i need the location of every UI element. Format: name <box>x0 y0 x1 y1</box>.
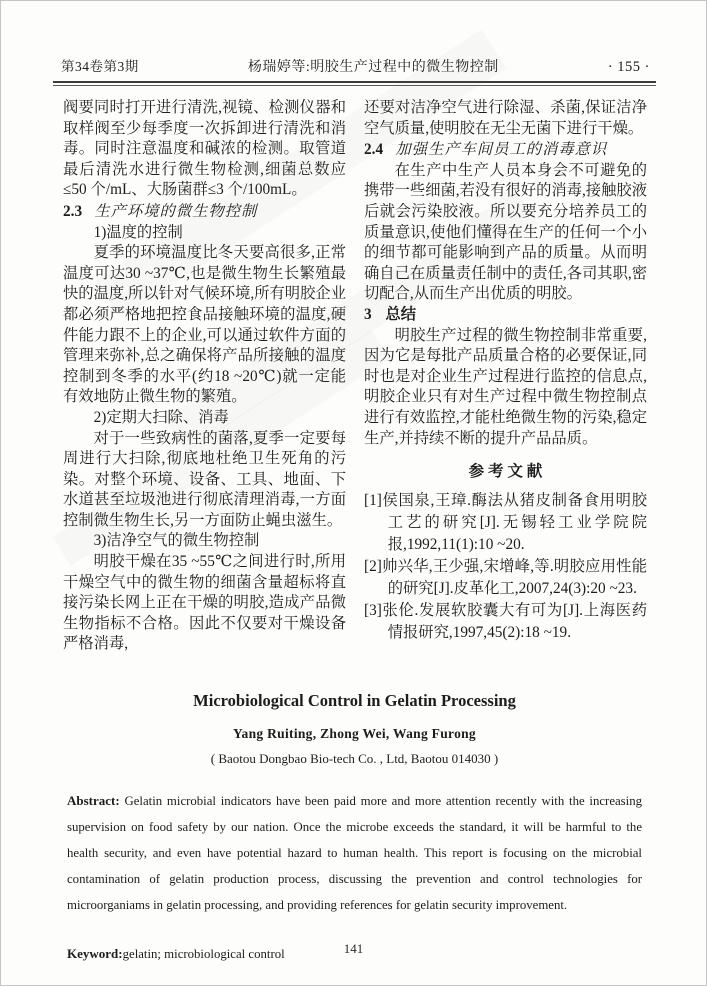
left-column <box>63 98 346 664</box>
page-footer <box>1 941 706 957</box>
body-columns <box>63 98 648 664</box>
english-title: Microbiological Control in Gelatin Processing <box>193 691 516 710</box>
footer-page-number: 141 <box>343 941 364 956</box>
paragraph: 对于一些致病性的菌落,夏季一定要每周进行大扫除,彻底地杜绝卫生死角的污染。对整个环境、设备、工具、地面、下水道甚至垃圾池进行彻底清理消毒,一方面控制微生物生长,另一方面防止蝇虫滋生。 <box>63 429 346 529</box>
reference-item: [2]帅兴华,王少强,宋增峰,等.明胶应用性能的研究[J].皮革化工,2007,24(3):20 ~23. <box>364 557 647 597</box>
paragraph-continued: 阀要同时打开进行清洗,视镜、检测仪器和取样阀至少每季度一次拆卸进行清洗和消毒。同时注意温度和碱浓的检测。取管道最后清洗水进行微生物检测,细菌总数应≤50 个/mL、大肠菌群≤3 个/100mL。 <box>63 99 346 199</box>
header-rule <box>53 81 656 86</box>
reference-item: [1]侯国泉,王璋.酶法从猪皮制备食用明胶工艺的研究[J].无锡轻工业学院院报,1992,11(1):10 ~20. <box>364 491 647 553</box>
header-page-number: · 155 · <box>607 59 650 75</box>
section-title: 总结 <box>385 305 417 323</box>
section-number: 2.3 <box>63 202 83 220</box>
references-heading: 参 考 文 献 <box>468 463 543 481</box>
paragraph: 明胶生产过程的微生物控制非常重要,因为它是每批产品质量合格的必要保证,同时也是对企业生产过程进行监控的信息点,明胶企业只有对生产过程中微生物控制点进行有效监控,才能杜绝微生物的污染,稳定生产,并持续不断的提升产品品质。 <box>364 326 647 447</box>
paragraph-continued: 还要对洁净空气进行除湿、杀菌,保证洁净空气质量,使明胶在无尘无菌下进行干燥。 <box>364 99 647 137</box>
english-authors: Yang Ruiting, Zhong Wei, Wang Furong <box>232 726 476 741</box>
section-heading-2-3 <box>63 202 346 223</box>
english-affiliation: ( Baotou Dongbao Bio-tech Co. , Ltd, Baotou 014030 ) <box>210 751 499 766</box>
section-heading-3 <box>364 305 647 326</box>
paragraph: 在生产中生产人员本身会不可避免的携带一些细菌,若没有很好的消毒,接触胶液后就会污染胶液。所以要充分培养员工的质量意识,使他们懂得在生产的任何一个小的细节都可能影响到产品的质量。从而明确自己在质量责任制中的责任,各司其职,密切配合,从而生产出优质的明胶。 <box>364 161 647 303</box>
section-heading-2-4 <box>364 140 647 161</box>
reference-item: [3]张伦.发展软胶囊大有可为[J].上海医药情报研究,1997,45(2):18 ~19. <box>364 601 647 641</box>
section-number: 2.4 <box>364 141 384 159</box>
section-title: 生产环境的微生物控制 <box>94 202 258 220</box>
abstract-text: Gelatin microbial indicators have been paid more and more attention recently with the increasing supervision on food safety by our nation. Once the microbe exceeds the standard, it will be harmful to the health security, and even have potential hazard to human health. This report is focusing on the microbial contamination of gelatin production process, discussing the prevention and control technologies for microorganiams in gelatin processing, and providing references for gelatin security improvement. <box>67 794 643 912</box>
abstract-paragraph <box>67 788 642 918</box>
page-header <box>61 55 650 76</box>
english-abstract-section <box>67 691 642 962</box>
subheading-2: 2)定期大扫除、消毒 <box>93 408 229 426</box>
subheading-3: 3)洁净空气的微生物控制 <box>93 532 260 550</box>
section-title: 加强生产车间员工的消毒意识 <box>395 141 608 159</box>
paragraph: 明胶干燥在35 ~55℃之间进行时,所用干燥空气中的微生物的细菌含量超标将直接污染长网上正在干燥的明胶,造成产品微生物指标不合格。因此不仅要对干燥设备严格消毒, <box>63 553 346 653</box>
keyword-label: Keyword: <box>67 946 123 961</box>
running-title: 杨瑞婷等:明胶生产过程中的微生物控制 <box>247 60 499 75</box>
journal-issue: 第34卷第3期 <box>61 59 139 74</box>
paragraph: 夏季的环境温度比冬天要高很多,正常温度可达30 ~37℃,也是微生物生长繁殖最快的温度,所以针对气候环境,所有明胶企业都必须严格地把控食品接触环境的温度,硬件能力跟不上的企业,可以通过软件方面的管理来弥补,总之确保将产品所接触的温度控制到冬季的水平(约18 ~20℃)就一定能有效地防止微生物的繁殖。 <box>63 244 346 406</box>
keyword-text: gelatin; microbiological control <box>122 947 285 961</box>
section-number: 3 <box>364 305 372 323</box>
right-column <box>364 98 647 664</box>
abstract-label: Abstract: <box>67 793 120 808</box>
subheading-1: 1)温度的控制 <box>93 223 183 241</box>
